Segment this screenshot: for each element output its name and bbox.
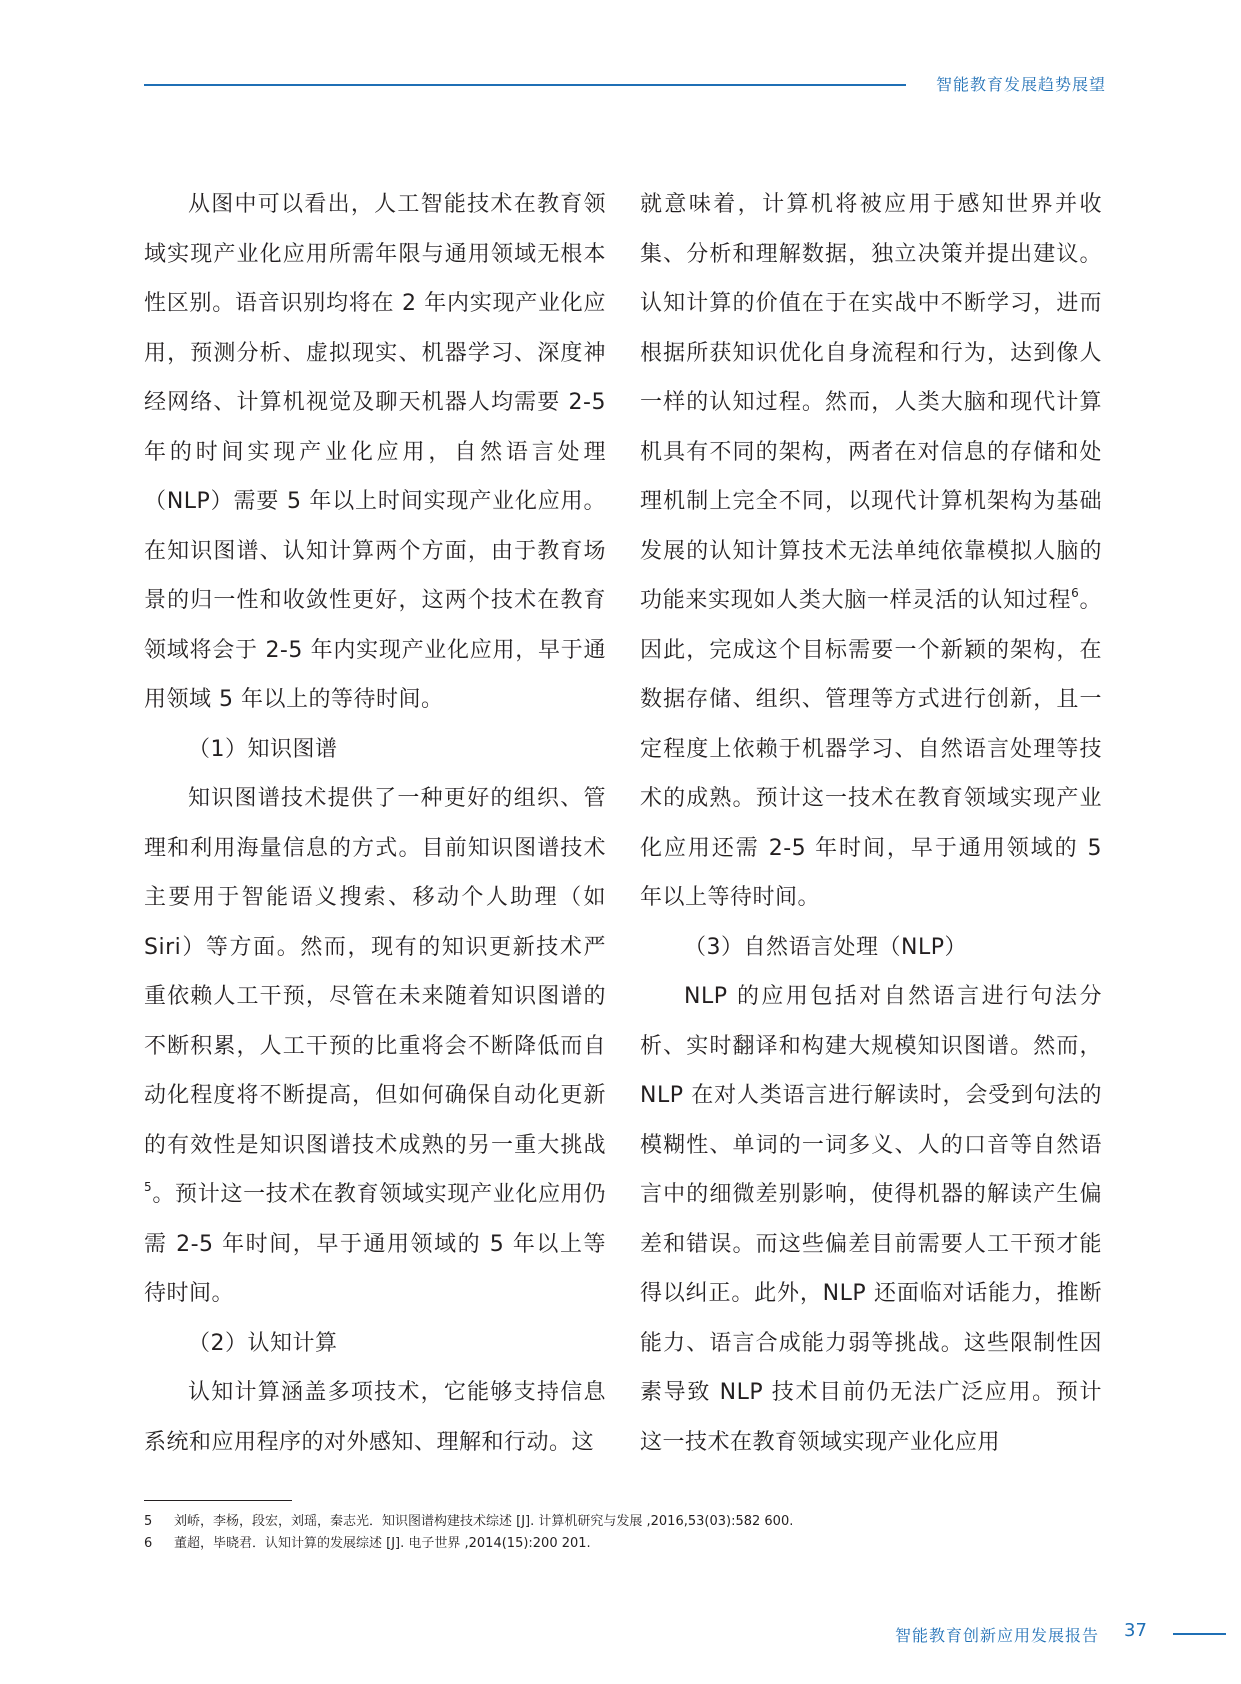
footnote-ref-5[interactable]: 5 xyxy=(144,1180,153,1194)
section-heading-cognitive-computing: （2）认知计算 xyxy=(188,1330,338,1356)
paragraph-text: 。因此，完成这个目标需要一个新颖的架构，在数据存储、组织、管理等方式进行创新，且一定程度上依赖于机器学习、自然语言处理等技术的成熟。预计这一技术在教育领域实现产业化应用还需 2-5 年时间，早于通用领域的 5 年以上等待时间。 xyxy=(640,588,1102,910)
paragraph-text: 知识图谱技术提供了一种更好的组织、管理和利用海量信息的方式。目前知识图谱技术主要用于智能语义搜索、移动个人助理（如 Siri）等方面。然而，现有的知识更新技术严重依赖人工干预，尽管在未来随着知识图谱的不断积累，人工干预的比重将会不断降低而自动化程度将不断提高，但如何确保自动化更新的有效性是知识图谱技术成熟的另一重大挑战 xyxy=(144,786,606,1158)
footnote-number: 5 xyxy=(144,1514,153,1529)
footnote-number: 6 xyxy=(144,1536,153,1551)
paragraph-text: 。预计这一技术在教育领域实现产业化应用仍需 2-5 年时间，早于通用领域的 5 年以上等待时间。 xyxy=(144,1182,606,1306)
footnotes xyxy=(144,1511,1044,1555)
page-number: 37 xyxy=(1124,1620,1147,1641)
paragraph-cognitive-computing-cont xyxy=(640,180,1102,923)
running-footer-title: 智能教育创新应用发展报告 xyxy=(895,1626,1100,1645)
right-column xyxy=(640,180,1102,1467)
header-rule xyxy=(144,84,906,86)
left-column xyxy=(144,180,606,1467)
footnote-ref-6[interactable]: 6 xyxy=(1071,586,1080,600)
footnote-text: 董超，毕晓君．认知计算的发展综述 [J]. 电子世界 ,2014(15):200 201. xyxy=(174,1536,591,1551)
paragraph-cognitive-computing: 认知计算涵盖多项技术，它能够支持信息系统和应用程序的对外感知、理解和行动。这 xyxy=(144,1380,606,1455)
paragraph-knowledge-graph xyxy=(144,774,606,1319)
paragraph-nlp: NLP 的应用包括对自然语言进行句法分析、实时翻译和构建大规模知识图谱。然而，NLP 在对人类语言进行解读时，会受到句法的模糊性、单词的一词多义、人的口音等自然语言中的细微差别影响，使得机器的解读产生偏差和错误。而这些偏差目前需要人工干预才能得以纠正。此外，NLP 还面临对话能力，推断能力、语言合成能力弱等挑战。这些限制性因素导致 NLP 技术目前仍无法广泛应用。预计这一技术在教育领域实现产业化应用 xyxy=(640,984,1102,1455)
footnote-separator xyxy=(144,1500,292,1501)
footnote-6 xyxy=(144,1533,1044,1555)
paragraph-overview: 从图中可以看出，人工智能技术在教育领域实现产业化应用所需年限与通用领域无根本性区别。语音识别均将在 2 年内实现产业化应用，预测分析、虚拟现实、机器学习、深度神经网络、计算机视觉及聊天机器人均需要 2-5 年的时间实现产业化应用，自然语言处理（NLP）需要 5 年以上时间实现产业化应用。在知识图谱、认知计算两个方面，由于教育场景的归一性和收敛性更好，这两个技术在教育领域将会于 2-5 年内实现产业化应用，早于通用领域 5 年以上的等待时间。 xyxy=(144,192,606,712)
running-header-title: 智能教育发展趋势展望 xyxy=(936,75,1107,94)
section-heading-nlp: （3）自然语言处理（NLP） xyxy=(684,934,967,960)
footer-rule xyxy=(1173,1633,1226,1635)
paragraph-text: 就意味着，计算机将被应用于感知世界并收集、分析和理解数据，独立决策并提出建议。认知计算的价值在于在实战中不断学习，进而根据所获知识优化自身流程和行为，达到像人一样的认知过程。然而，人类大脑和现代计算机具有不同的架构，两者在对信息的存储和处理机制上完全不同，以现代计算机架构为基础发展的认知计算技术无法单纯依靠模拟人脑的功能来实现如人类大脑一样灵活的认知过程 xyxy=(640,192,1102,613)
footnote-text: 刘峤，李杨，段宏，刘瑶，秦志光．知识图谱构建技术综述 [J]. 计算机研究与发展 ,2016,53(03):582 600. xyxy=(174,1514,794,1529)
footnote-5 xyxy=(144,1511,1044,1533)
section-heading-knowledge-graph: （1）知识图谱 xyxy=(188,736,338,762)
